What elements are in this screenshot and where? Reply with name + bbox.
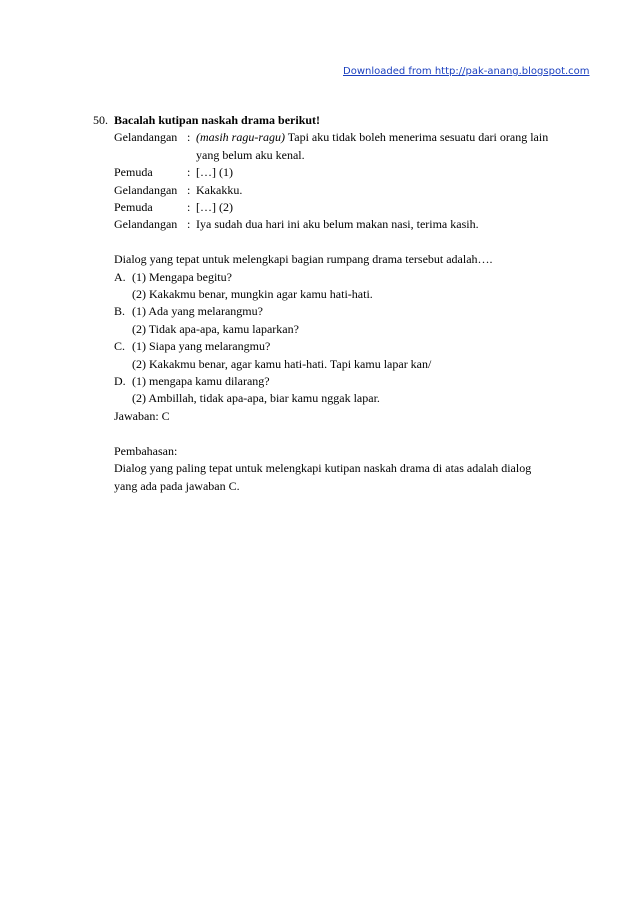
option-letter: B. [114, 304, 126, 319]
answer-option-a [114, 269, 593, 286]
dialog-speaker: Gelandangan [114, 130, 178, 145]
option-line-2: (2) Ambillah, tidak apa-apa, biar kamu nggak lapar. [132, 391, 380, 406]
dialog-text [196, 129, 593, 146]
dialog-text: Iya sudah dua hari ini aku belum makan nasi, terima kasih. [196, 217, 479, 232]
option-line-2: (2) Kakakmu benar, mungkin agar kamu hati-hati. [132, 287, 373, 302]
option-letter: C. [114, 339, 126, 354]
dialog-colon: : [187, 165, 191, 180]
question-title: Bacalah kutipan naskah drama berikut! [114, 113, 321, 127]
dialog-speaker: Pemuda [114, 200, 153, 215]
question-number: 50. [93, 113, 108, 127]
explanation-text: Dialog yang paling tepat untuk melengkapi kutipan naskah drama di atas adalah dialog [114, 461, 532, 476]
option-line-1: (1) Ada yang melarangmu? [132, 304, 263, 319]
dialog-colon: : [187, 217, 191, 232]
dialog-line [114, 182, 593, 199]
dialog-text: […] (2) [196, 200, 233, 215]
question-prompt: Dialog yang tepat untuk melengkapi bagian rumpang drama tersebut adalah…. [114, 252, 493, 267]
dialog-speaker: Pemuda [114, 165, 153, 180]
answer-option-c [114, 338, 593, 355]
answer-key: Jawaban: C [114, 408, 170, 423]
dialog-colon: : [187, 182, 191, 197]
dialog-text: […] (1) [196, 165, 233, 180]
option-line-1: (1) mengapa kamu dilarang? [132, 374, 270, 389]
option-line-2: (2) Kakakmu benar, agar kamu hati-hati. Tapi kamu lapar kan/ [132, 356, 432, 371]
dialog-colon: : [187, 130, 191, 145]
dialog-line [114, 129, 593, 146]
dialog-continuation: yang belum aku kenal. [196, 147, 305, 162]
option-line-1: (1) Mengapa begitu? [132, 269, 232, 284]
dialog-line [114, 216, 593, 233]
dialog-line [114, 164, 593, 181]
question-block [93, 112, 593, 495]
stage-direction: (masih ragu-ragu) [196, 130, 285, 145]
dialog-colon: : [187, 200, 191, 215]
drama-excerpt [93, 129, 593, 495]
question-header [93, 112, 593, 129]
dialog-text-rest: Tapi aku tidak boleh menerima sesuatu dari orang lain [285, 130, 549, 145]
dialog-speaker: Gelandangan [114, 182, 178, 197]
option-letter: D. [114, 374, 126, 389]
answer-option-d [114, 373, 593, 390]
dialog-speaker: Gelandangan [114, 217, 178, 232]
option-letter: A. [114, 269, 126, 284]
option-line-2: (2) Tidak apa-apa, kamu laparkan? [132, 321, 299, 336]
explanation-text: yang ada pada jawaban C. [114, 478, 240, 493]
download-source-link[interactable]: Downloaded from http://pak-anang.blogspot.com [343, 66, 590, 77]
answer-option-b [114, 303, 593, 320]
explanation-heading: Pembahasan: [114, 443, 178, 458]
option-line-1: (1) Siapa yang melarangmu? [132, 339, 271, 354]
dialog-continuation-row [114, 147, 593, 164]
dialog-line [114, 199, 593, 216]
dialog-text: Kakakku. [196, 182, 243, 197]
